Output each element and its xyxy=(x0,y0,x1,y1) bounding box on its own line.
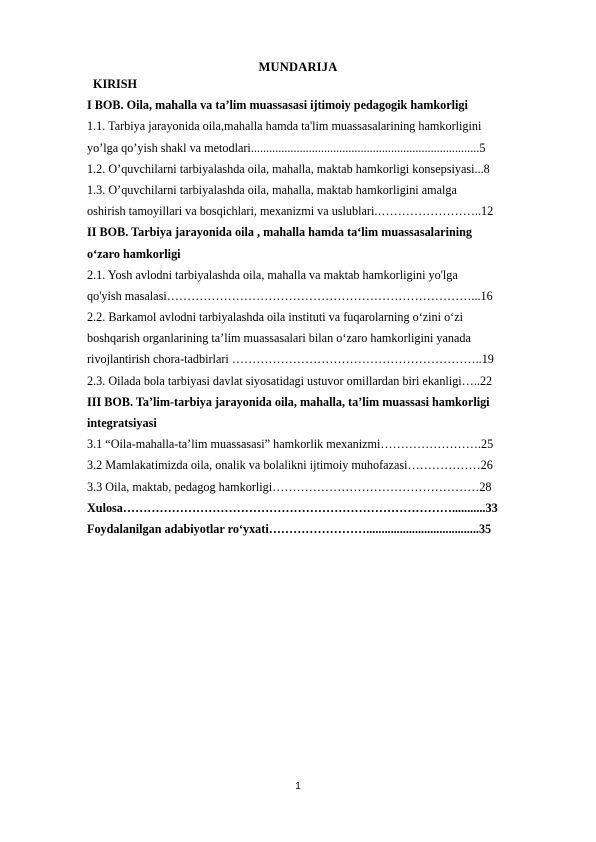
toc-entry: III BOB. Ta’lim-tarbiya jarayonida oila, mahalla, ta’lim muassasi hamkorligi xyxy=(87,394,490,409)
toc-entry: 3.2 Mamlakatimizda oila, onalik va bolalikni ijtimoiy muhofazasi………………26 xyxy=(87,458,493,473)
toc-entry: rivojlantirish chora-tadbirlari ……………………………………………………..19 xyxy=(87,352,494,367)
toc-entry: boshqarish organlarining ta’lim muassasalari bilan o‘zaro hamkorligini yanada xyxy=(87,331,471,346)
toc-entry: integratsiyasi xyxy=(87,416,157,430)
toc-entry: 2.3. Oilada bola tarbiyasi davlat siyosatidagi ustuvor omillardan biri ekanligi…..22 xyxy=(87,373,493,388)
toc-entry: II BOB. Tarbiya jarayonida oila , mahalla hamda ta‘lim muassasalarining xyxy=(87,225,472,240)
page-title: MUNDARIJA xyxy=(258,60,338,74)
toc-entry: 1.1. Tarbiya jarayonida oila,mahalla hamda ta'lim muassasalarining hamkorligini xyxy=(87,119,482,134)
toc-entry: 3.1 “Oila-mahalla-ta’lim muassasasi” hamkorlik mexanizmi…………………….25 xyxy=(87,437,494,452)
toc-entry: qo'yish masalasi…………………………………………………………………...16 xyxy=(87,288,493,303)
toc-entry: 1.2. O’quvchilarni tarbiyalashda oila, mahalla, maktab hamkorligi konsepsiyasi...8 xyxy=(87,161,490,176)
toc-entry: KIRISH xyxy=(93,77,138,91)
toc-entry: oshirish tamoyillari va bosqichlari, mexanizmi va uslublari.……………………..12 xyxy=(87,204,494,219)
toc-entry: 2.2. Barkamol avlodni tarbiyalashda oila instituti va fuqarolarning o‘zini o‘zi xyxy=(87,310,464,325)
page-number: 1 xyxy=(295,781,301,792)
toc-entry: 2.1. Yosh avlodni tarbiyalashda oila, mahalla va maktab hamkorligini yo'lga xyxy=(87,267,458,282)
toc-entry: o‘zaro hamkorligi xyxy=(87,246,181,261)
toc-entry: 3.3 Oila, maktab, pedagog hamkorligi……………………………………………28 xyxy=(87,479,492,494)
toc-entry: yo’lga qo’yish shakl va metodlari...........................................................................5 xyxy=(87,140,486,155)
toc-entry: 1.3. O’quvchilarni tarbiyalashda oila, mahalla, maktab hamkorligini amalga xyxy=(87,182,457,197)
toc-entry: Foydalanilgan adabiyotlar ro‘yxati…………………….....................................35 xyxy=(87,521,492,536)
toc-entry: I BOB. Oila, mahalla va ta’lim muassasasi ijtimoiy pedagogik hamkorligi xyxy=(87,98,468,113)
table-of-contents xyxy=(87,74,552,540)
toc-entry: Xulosa………………………………………………………………………...........33 xyxy=(87,500,498,515)
